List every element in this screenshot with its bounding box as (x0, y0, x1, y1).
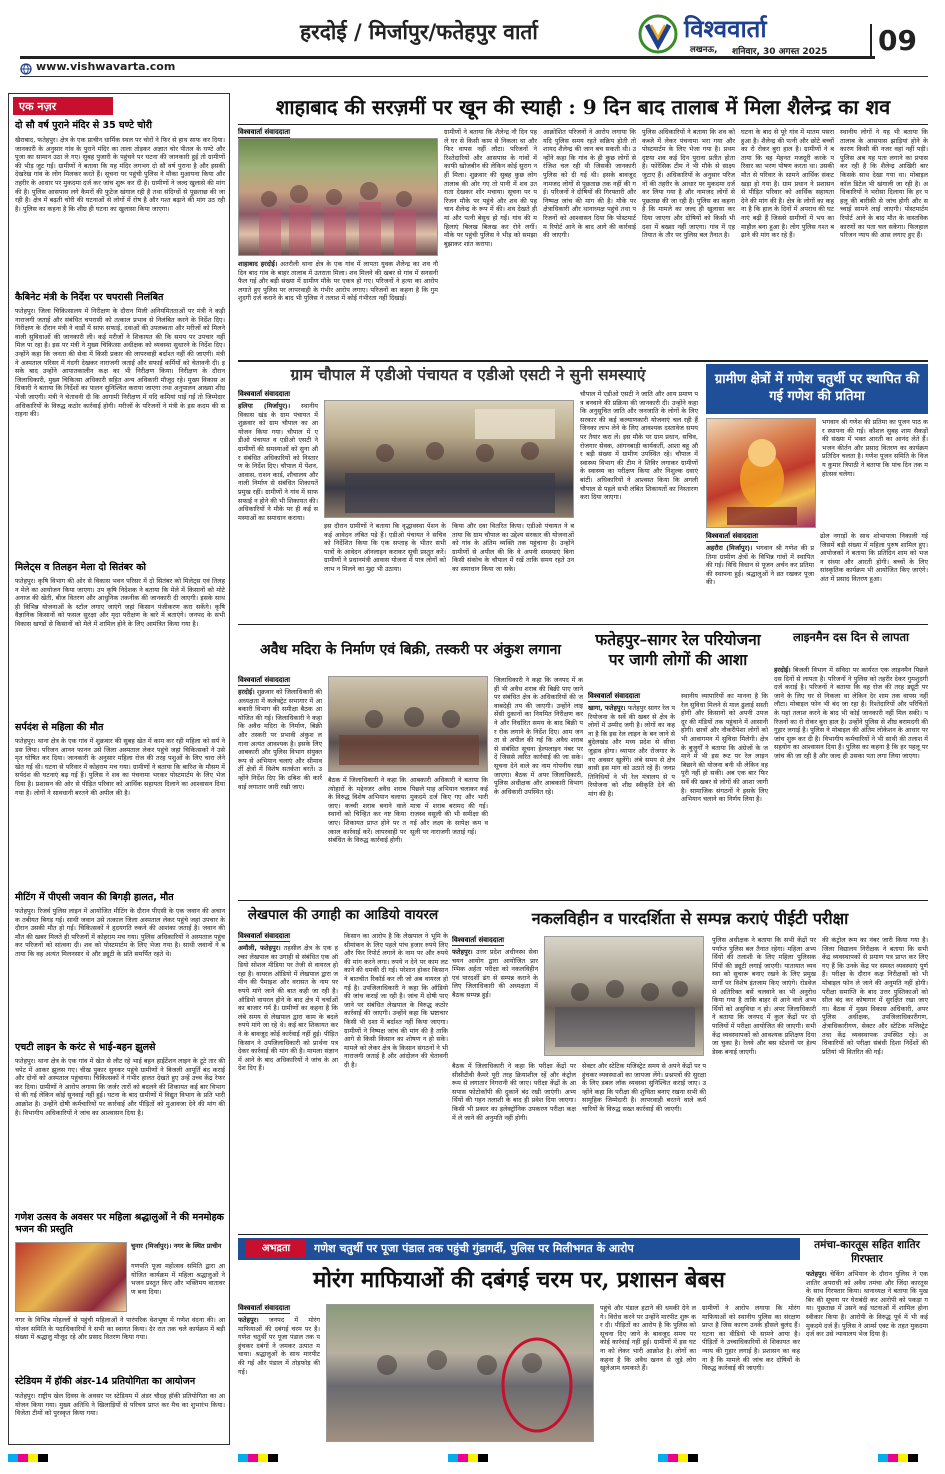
sidebar-item-title: कैबिनेट मंत्री के निर्देश पर चपरासी निलंबित (15, 292, 164, 303)
sidebar-item-title: सर्पदंश से महिला की मौत (15, 722, 104, 733)
page-number-divider (870, 24, 872, 56)
chaupal-body: किया और दवा वितरित किया। एडीओ पंचायत ने बताया कि ग्राम चौपाल का उद्देश्य सरकार की योजनाओं को गांव के अंतिम व्यक्ति तक पहुंचाना है। उन्होंने ग्रामीणों से अपील की कि वे अपनी समस्याएं बिना किसी संकोच के चौपाल में रखें ताकि समय रहते उनका समाधान किया जा सके। (452, 522, 574, 573)
chaupal-body: चौपाल में एडीओ एसटी ने जाति और आय प्रमाण पत्र बनवाने की प्रक्रिया की जानकारी दी। उन्होंने कहा कि अनुसूचित जाति और जनजाति के लोगों के लिए सरकार की कई कल्याणकारी योजनाएं चल रही हैं जिनका लाभ लेने के लिए आवश्यक दस्तावेज समय पर तैयार करा लें। इस मौके पर ग्राम प्रधान, सचिव, रोजगार सेवक, आंगनबाड़ी कार्यकर्ती, आशा बहू और बड़ी संख्या में ग्रामीण उपस्थित रहे। चौपाल में स्वास्थ्य विभाग की टीम ने शिविर लगाकर ग्रामीणों के स्वास्थ्य का परीक्षण किया और निशुल्क दवाएं बांटीं। अधिकारियों ने आश्वस्त किया कि अगली चौपाल से पहले सभी लंबित शिकायतों का निस्तारण करा दिया जाएगा। (580, 390, 698, 502)
sidebar-item-body: गणपति पूजा महोत्सव समिति द्वारा आयोजित कार्यक्रम में महिला श्रद्धालुओं ने भजन प्रस्तुत किए और भक्तिमय वातावरण बना दिया। (131, 1262, 225, 1296)
exam-headline: नकलविहीन व पारदर्शिता से सम्पन्न कराएं पीईटी परीक्षा (531, 909, 849, 928)
section-rule (238, 900, 928, 901)
dateline: शाहाबाद हरदोई। (238, 260, 278, 268)
registration-marks-icon (8, 1450, 928, 1466)
dateline: फतेहपुर। (238, 1316, 259, 1324)
audio-body: अमौली, फतेहपुर। तहसील क्षेत्र के एक हल्का लेखपाल का उगाही से संबंधित एक ऑडियो सोशल मीडिया पर तेजी से वायरल हो रहा है। वायरल ऑडियो में लेखपाल द्वारा जमीन की पैमाइश और वरासत के नाम पर रुपये मांगे जाने की बात कही जा रही है। ऑडियो वायरल होने के बाद क्षेत्र में चर्चाओं का बाजार गर्म है। ग्रामीणों का कहना है कि लंबे समय से लेखपाल द्वारा काम के बदले रुपये मांगे जा रहे थे। कई बार शिकायत करने के बावजूद कोई कार्रवाई नहीं हुई। पीड़ित किसान ने उपजिलाधिकारी को प्रार्थना पत्र देकर कार्रवाई की मांग की है। मामला संज्ञान में आने के बाद अधिकारियों ने जांच के आदेश दिए हैं। (238, 944, 338, 1073)
ganesh-body: अहरौरा (मिर्जापुर)। भगवान श्री गणेश की प्रतिमा ग्रामीण क्षेत्रों के विभिन्न गांवों में स्थापित की गई। विधि विधान से पूजन अर्चन कर प्रतिमा की स्थापना हुई। श्रद्धालुओं ने व्रत रखकर पूजा की। (706, 544, 814, 587)
sidebar-item-body: फतेहपुर। थाना क्षेत्र के एक गांव में शुक्रवार की सुबह खेत में काम कर रही महिला को सर्प ने डस लिया। परिजन आनन फानन उसे जिला अस्पताल लेकर पहुंचे जहां चिकित्सकों ने उसे मृत घोषित कर दिया। जानकारी के अनुसार महिला रोज की तरह पशुओं के लिए चारा लेने खेत गई थी। घटना से परिवार में कोहराम मच गया। ग्रामीणों ने बताया कि बारिश के मौसम में सर्पदंश की घटनाएं बढ़ गई हैं। पुलिस ने शव का पंचनामा भरकर पोस्टमार्टम के लिए भेज दिया है। प्रशासन की ओर से पीड़ित परिवार को आर्थिक सहायता दिलाने का आश्वासन दिया गया है। लोगों ने सावधानी बरतने की अपील की है। (15, 737, 225, 797)
section-rule (238, 1234, 928, 1235)
lead-article (238, 128, 928, 358)
liquor-body: जिलाधिकारी ने कहा कि जनपद में कहीं भी अवैध शराब की बिक्री पाए जाने पर संबंधित क्षेत्र के अधिकारियों की जवाबदेही तय की जाएगी। उन्होंने लाइसेंसी दुकानों का नियमित निरीक्षण करने और निर्धारित समय के बाद बिक्री पर रोक लगाने के निर्देश दिए। आम जनता से अपील की गई कि अवैध शराब से संबंधित सूचना हेल्पलाइन नंबर पर दें जिससे त्वरित कार्रवाई की जा सके। सूचना देने वाले का नाम गोपनीय रखा जाएगा। बैठक में अपर जिलाधिकारी, पुलिस अधीक्षक और आबकारी विभाग के अधिकारी उपस्थित रहे। (494, 676, 583, 796)
exam-body: बैठक में जिलाधिकारी ने कहा कि परीक्षा केंद्रों पर सीसीटीवी कैमरे पूरी तरह क्रियाशील रहें और कंट्रोल रूम से लगातार निगरानी की जाए। परीक्षा केंद्रों के आसपास फोटोकॉपी की दुकानें बंद रखी जाएंगी। अभ्यर्थियों की गहन तलाशी के बाद ही प्रवेश दिया जाएगा। किसी भी प्रकार का इलेक्ट्रॉनिक उपकरण परीक्षा कक्ष में ले जाने की अनुमति नहीं होगी। (452, 1062, 576, 1122)
morang-article (238, 1304, 800, 1444)
idol-illustration-icon (707, 419, 816, 528)
exam-photo (544, 936, 704, 1056)
dateline: हलिया (मिर्जापुर)। (238, 402, 291, 410)
sidebar-ek-nazar (8, 93, 230, 1445)
dateline: हरदोई। (774, 666, 791, 674)
byline: विश्ववार्ता संवाददाता (238, 390, 291, 398)
rail-body: खागा, फतेहपुर। फतेहपुर सागर रेल परियोजना के सर्वे की खबर से क्षेत्र के लोगों में उम्मीद जगी है। लोगों का कहना है कि इस रेल लाइन के बन जाने से बुंदेलखंड और मध्य प्रदेश से सीधा जुड़ाव होगा। व्यापार और रोजगार के नए अवसर खुलेंगे। लंबे समय से क्षेत्रवासी इस मांग को उठाते रहे हैं। जनप्रतिनिधियों ने भी रेल मंत्रालय से परियोजना को शीघ्र स्वीकृति देने की मांग की है। (588, 704, 675, 798)
website-url[interactable]: www.vishwavarta.com (36, 60, 176, 73)
sidebar-item-body: फतेहपुर। जिला चिकित्सालय में निरीक्षण के दौरान मिली अनियमितताओं पर मंत्री ने कड़ी नाराजगी जताई और संबंधित चपरासी को तत्काल प्रभाव से निलंबित करने के निर्देश दिए। निरीक्षण के दौरान मंत्री ने वार्डों में साफ सफाई, दवाओं की उपलब्धता और मरीजों को मिलने वाली सुविधाओं की जानकारी ली। कई मरीजों ने शिकायत की कि समय पर उपचार नहीं मिल पा रहा है। इस पर मंत्री ने मुख्य चिकित्सा अधीक्षक को व्यवस्था सुधारने के निर्देश दिए। उन्होंने कहा कि जनता की सेवा में किसी प्रकार की लापरवाही बर्दाश्त नहीं की जाएगी। मंत्री ने अस्पताल परिसर में गंदगी देखकर नाराजगी जताई और सफाई कर्मियों को चेतावनी दी। इसके बाद उन्होंने आपातकालीन कक्ष का भी निरीक्षण किया। निरीक्षण के दौरान जिलाधिकारी, मुख्य चिकित्सा अधिकारी सहित अन्य अधिकारी मौजूद रहे। मुख्य विकास अधिकारी ने बताया कि निर्देशों का पालन सुनिश्चित कराया जाएगा तथा अनुपालन आख्या शीघ्र भेजी जाएगी। मंत्री ने चेतावनी दी कि आगामी निरीक्षण में यदि कमियां पाई गईं तो जिम्मेदार अधिकारियों के विरुद्ध कठोर कार्रवाई होगी। मरीजों के परिजनों ने मंत्री के इस कदम की सराहना की। (15, 307, 225, 419)
missing-article (774, 630, 928, 896)
lead-body: ग्रामीणों ने बताया कि शैलेन्द्र नौ दिन पहले घर से किसी काम से निकला था और फिर वापस नहीं लौटा। परिजनों ने रिश्तेदारियों और आसपास के गांवों में काफी खोजबीन की लेकिन कोई सुराग नहीं मिला। शुक्रवार की सुबह कुछ लोग तालाब की ओर गए तो पानी में शव उतराता देखकर शोर मचाया। सूचना पर परिजन मौके पर पहुंचे और शव की पहचान शैलेन्द्र के रूप में की। शव देखते ही मां और पत्नी बेसुध हो गईं। गांव की महिलाएं बिलख बिलख कर रोने लगीं। मौके पर पहुंची पुलिस ने भीड़ को समझा बुझाकर शांत कराया। (444, 128, 537, 248)
sidebar-item-body: फतेहपुर। कृषि विभाग की ओर से विकास भवन परिसर में दो सितंबर को मिलेट्स एवं तिलहन मेले का आयोजन किया जाएगा। उप कृषि निदेशक ने बताया कि मेले में किसानों को मोटे अनाज की खेती, बीज वितरण और आधुनिक तकनीक की जानकारी दी जाएगी। इसके साथ ही विभिन्न योजनाओं के स्टॉल लगाए जाएंगे जहां किसान पंजीकरण करा सकेंगे। कृषि वैज्ञानिक किसानों को फसल सुरक्षा और मृदा परीक्षण के बारे में बताएंगे। जनपद के सभी विकास खण्डों से किसानों को मेले में शामिल होने के लिए आमंत्रित किया गया है। (15, 577, 225, 628)
rail-body: स्थानीय व्यापारियों का मानना है कि रेल सुविधा मिलने से माल ढुलाई सस्ती होगी और किसानों को अपनी उपज दूर की मंडियों तक पहुंचाने में आसानी होगी। छात्रों और नौकरीपेशा लोगों को भी आवागमन में सुविधा मिलेगी। क्षेत्र के बुजुर्गों ने बताया कि अंग्रेजों के जमाने में भी इस रूट पर रेल लाइन बिछाने की योजना बनी थी लेकिन वह पूरी नहीं हो सकी। अब एक बार फिर सर्वे की खबर से लोगों की आशा जागी है। सामाजिक संगठनों ने इसके लिए अभियान चलाने का निर्णय लिया है। (681, 692, 768, 804)
dateline: अहरौरा (मिर्जापुर)। (706, 544, 753, 552)
exam-body: की कंट्रोल रूम का नंबर जारी किया गया है। जिला विद्यालय निरीक्षक ने बताया कि सभी केंद्र व्यवस्थापकों से प्रमाण पत्र प्राप्त कर लिए गए हैं कि उनके केंद्र पर समस्त व्यवस्थाएं पूर्ण हैं। परीक्षा के दौरान कक्ष निरीक्षकों को भी मोबाइल फोन ले जाने की अनुमति नहीं होगी। परीक्षा समाप्ति के बाद उत्तर पुस्तिकाओं को सील बंद कर कोषागार में सुरक्षित रखा जाएगा। बैठक में मुख्य विकास अधिकारी, अपर पुलिस अधीक्षक, उपजिलाधिकारीगण, क्षेत्राधिकारीगण, सेक्टर और स्टेटिक मजिस्ट्रेट तथा केंद्र व्यवस्थापक उपस्थित रहे। अधिकारियों को परीक्षा संबंधी दिशा निर्देशों की प्रतियां भी वितरित की गईं। (822, 936, 928, 1056)
audio-headline: लेखपाल की उगाही का आडियो वायरल (247, 907, 439, 923)
liquor-body: बैठक में जिलाधिकारी ने कहा कि त्योहारों के मद्देनजर अवैध शराब के विरुद्ध विशेष अभियान चलाया जाए। कच्ची शराब बनाने वाले स्थानों को चिन्हित कर नष्ट किया जाए। शिकायत प्राप्त होने पर तत्काल कार्रवाई करें। लापरवाही पर संबंधित के विरुद्ध कार्रवाई होगी। (328, 776, 406, 845)
sidebar-item-title: दो सौ वर्ष पुराने मंदिर से 35 घण्टे चोरी (15, 120, 152, 131)
liquor-article (238, 676, 583, 896)
section-rule (238, 360, 928, 362)
masthead (0, 0, 945, 92)
morang-body: ग्रामीणों ने आरोप लगाया कि मोरंग माफियाओं को स्थानीय पुलिस का संरक्षण प्राप्त है जिस कारण उनके हौसले बुलंद हैं। घटना का वीडियो भी सामने आया है। पीड़ितों ने उच्चाधिकारियों से शिकायत कर न्याय की गुहार लगाई है। प्रशासन का कहना है कि मामले की जांच कर दोषियों के विरुद्ध कार्रवाई की जाएगी। (702, 1304, 800, 1373)
missing-headline: लाइनमैन दस दिन से लापता (792, 630, 910, 644)
sidebar-label: एक नज़र (13, 97, 113, 115)
edition-date: शनिवार, 30 अगस्त 2025 (732, 47, 828, 57)
lead-body: आक्रोशित परिजनों ने आरोप लगाया कि यदि पुलिस समय रहते सक्रिय होती तो शायद शैलेन्द्र की जान बच सकती थी। उन्होंने कहा कि गांव के ही कुछ लोगों से रंजिश चल रही थी जिसकी जानकारी पुलिस को दी गई थी। इसके बावजूद नामजद लोगों से पूछताछ तक नहीं की गई। परिजनों ने दोषियों की गिरफ्तारी और निष्पक्ष जांच की मांग की है। मौके पर क्षेत्राधिकारी और थानाध्यक्ष पहुंचे तथा परिजनों को आश्वासन दिया कि पोस्टमार्टम रिपोर्ट आने के बाद आगे की कार्रवाई की जाएगी। (543, 128, 636, 240)
rail-article (588, 692, 768, 896)
lead-body: घटना के बाद से पूरे गांव में मातम पसरा हुआ है। शैलेन्द्र की पत्नी और छोटे बच्चों का रो रोकर बुरा हाल है। ग्रामीणों ने बताया कि वह मेहनत मजदूरी करके परिवार का भरण पोषण करता था। उसकी मौत से परिवार के सामने आर्थिक संकट खड़ा हो गया है। ग्राम प्रधान ने प्रशासन से पीड़ित परिवार को आर्थिक सहायता देने की मांग की है। क्षेत्र के लोगों का कहना है कि हाल के दिनों में अपराध की घटनाएं बढ़ी हैं जिससे ग्रामीणों में भय का माहौल बना हुआ है। लोग पुलिस गश्त बढ़ाने की मांग कर रहे हैं। (741, 128, 834, 240)
page-number: 09 (878, 24, 917, 57)
dateline: हरदोई। (238, 688, 255, 696)
byline: विश्ववार्ता संवाददाता (588, 692, 641, 700)
sidebar-item-body: नगर के विभिन्न मोहल्लों से पहुंची महिलाओं ने पारंपरिक वेशभूषा में गणेश वंदना की। आयोजन समिति के पदाधिकारियों ने सभी का स्वागत किया। देर रात तक चले कार्यक्रम में बड़ी संख्या में श्रद्धालु मौजूद रहे और प्रसाद वितरण किया गया। (15, 1316, 225, 1342)
brand-logo (638, 14, 678, 54)
byline: विश्ववार्ता संवाददाता (706, 532, 759, 540)
morang-headline: मोरंग माफियाओं की दबंगई चरम पर, प्रशासन बेबस (313, 1267, 725, 1293)
chaupal-body: हलिया (मिर्जापुर)। स्थानीय विकास खंड के ग्राम पंचायत में शुक्रवार को ग्राम चौपाल का आयोजन किया गया। चौपाल में एडीओ पंचायत व एडीओ एसटी ने ग्रामीणों की समस्याओं को सुना और संबंधित अधिकारियों को निस्तारण के निर्देश दिए। चौपाल में पेंशन, आवास, राशन कार्ड, शौचालय और नाली निर्माण से संबंधित शिकायतें प्रमुख रहीं। ग्रामीणों ने गांव में साफ सफाई न होने की भी शिकायत की। अधिकारियों ने मौके पर ही कई समस्याओं का समाधान कराया। (238, 402, 318, 522)
byline: विश्ववार्ता संवाददाता (238, 676, 291, 684)
sidebar-item-title: एचटी लाइन के करंट से भाई-बहन झुलसे (15, 1042, 156, 1053)
dateline: फतेहपुर। (806, 1270, 827, 1278)
dateline: अमौली, फतेहपुर। (238, 944, 281, 952)
arrest-headline: तमंचा-कारतूस सहित शातिर गिरफ्तार (814, 1239, 920, 1265)
arrest-body: फतेहपुर। चेकिंग अभियान के दौरान पुलिस ने एक शातिर अपराधी को अवैध तमंचा और जिंदा कारतूस के साथ गिरफ्तार किया। थानाध्यक्ष ने बताया कि मुखबिर की सूचना पर घेराबंदी कर आरोपी को पकड़ा गया। पूछताछ में उसने कई घटनाओं में शामिल होना स्वीकार किया है। आरोपी के विरुद्ध पूर्व में भी कई मुकदमे दर्ज हैं। पुलिस ने आर्म्स एक्ट के तहत मुकदमा दर्ज कर उसे न्यायालय भेज दिया है। (806, 1270, 928, 1339)
chaupal-photo (324, 400, 574, 518)
chaupal-body: इस दौरान ग्रामीणों ने बताया कि वृद्धावस्था पेंशन के कई आवेदन लंबित पड़े हैं। एडीओ पंचायत ने सचिव को निर्देशित किया कि एक सप्ताह के भीतर सभी पात्रों के आवेदन ऑनलाइन कराकर सूची प्रस्तुत करें। ग्रामीणों ने प्रधानमंत्री आवास योजना में पात्र लोगों को लाभ न मिलने का मुद्दा भी उठाया। (324, 522, 446, 573)
chaupal-headline: ग्राम चौपाल में एडीओ पंचायत व एडीओ एसटी ने सुनी समस्याएं (290, 365, 646, 384)
morang-tag: अभद्रता (246, 1240, 306, 1258)
lead-body: शाहाबाद हरदोई। अतरौली थाना क्षेत्र के एक गांव में लापता युवक शैलेन्द्र का शव नौ दिन बाद गांव के बाहर तालाब में उतराता मिला। शव मिलने की खबर से गांव में सनसनी फैल गई और बड़ी संख्या में ग्रामीण मौके पर एकत्र हो गए। परिजनों ने हत्या का आरोप लगाते हुए पुलिस पर लापरवाही के गंभीर आरोप लगाए। परिजनों का कहना है कि गुमशुदगी दर्ज कराने के बाद भी पुलिस ने तलाश में कोई गंभीरता नहीं दिखाई। (238, 260, 438, 303)
liquor-body: हरदोई। शुक्रवार को जिलाधिकारी की अध्यक्षता में कलेक्ट्रेट सभागार में आबकारी विभाग की समीक्षा बैठक आयोजित की गई। जिलाधिकारी ने कहा कि अवैध मदिरा के निर्माण, बिक्री और तस्करी पर प्रभावी अंकुश लगाना अत्यंत आवश्यक है। इसके लिए आबकारी और पुलिस विभाग संयुक्त रूप से अभियान चलाएं और सीमावर्ती क्षेत्रों में विशेष सतर्कता बरतें। उन्होंने निर्देश दिए कि दबिश की कार्रवाई लगातार जारी रखी जाए। (238, 688, 322, 791)
exam-body: सेक्टर और स्टेटिक मजिस्ट्रेट समय से अपने केंद्रों पर पहुंचकर व्यवस्थाओं का जायजा लेंगे। प्रश्नपत्रों की सुरक्षा के लिए डबल लॉक व्यवस्था सुनिश्चित कराई जाए। उन्होंने कहा कि परीक्षा की शुचिता बनाए रखना सभी की सामूहिक जिम्मेदारी है। लापरवाही बरतने वाले कर्मचारियों के विरुद्ध सख्त कार्रवाई की जाएगी। (582, 1062, 706, 1113)
sidebar-item-body: फतेहपुर। थाना क्षेत्र के एक गांव में खेत से लौट रहे भाई बहन हाईटेंशन लाइन के टूटे तार की चपेट में आकर झुलस गए। चीख पुकार सुनकर पहुंचे ग्रामीणों ने बिजली आपूर्ति बंद कराई और दोनों को अस्पताल पहुंचाया। चिकित्सकों ने गंभीर हालत देखते हुए उन्हें उच्च केंद्र रेफर कर दिया। ग्रामीणों ने आरोप लगाया कि जर्जर तारों को बदलने की शिकायत कई बार विभाग से की गई लेकिन कोई सुनवाई नहीं हुई। घटना के बाद ग्रामीणों में विद्युत विभाग के प्रति भारी आक्रोश है। उन्होंने दोषी कर्मचारियों पर कार्रवाई और पीड़ितों को मुआवजा देने की मांग की है। विभागीय अधिकारियों ने जांच का आश्वासन दिया है। (15, 1057, 225, 1117)
brand-name: विश्ववार्ता (684, 14, 767, 43)
sidebar-item-title: मीटिंग में पीएसी जवान की बिगड़ी हालत, मौत (15, 892, 174, 903)
lead-body: पुलिस अधिकारियों ने बताया कि शव को कब्जे में लेकर पंचनामा भरा गया और पोस्टमार्टम के लिए भेजा गया है। प्रथम दृष्टया शव कई दिन पुराना प्रतीत होता है। फोरेंसिक टीम ने भी मौके से साक्ष्य जुटाए हैं। अधिकारियों के अनुसार परिजनों की तहरीर के आधार पर मुकदमा दर्ज कर लिया गया है और नामजद लोगों से पूछताछ की जा रही है। पुलिस का कहना है कि मामले का जल्द ही खुलासा कर दिया जाएगा और दोषियों को किसी भी दशा में बख्शा नहीं जाएगा। गांव में एहतियात के तौर पर पुलिस बल तैनात है। (642, 128, 735, 240)
section-rule (238, 624, 928, 625)
byline: विश्ववार्ता संवाददाता (452, 936, 505, 944)
scuffle-illustration-icon (327, 1305, 594, 1442)
meeting-illustration-icon (325, 401, 574, 518)
rail-headline: फतेहपुर–सागर रेल परियोजना पर जागी लोगों की आशा (595, 630, 761, 669)
morang-body: फतेहपुर। जनपद में मोरंग माफियाओं की दबंगई चरम पर है। गणेश चतुर्थी पर पूजा पंडाल तक पहुंचकर दबंगों ने जमकर उत्पात मचाया। श्रद्धालुओं के साथ मारपीट की गई और पंडाल में तोड़फोड़ की गई। (238, 1316, 320, 1376)
lead-rule (238, 124, 928, 125)
ganesh-article (706, 364, 928, 620)
morang-kicker: गणेश चतुर्थी पर पूजा पंडाल तक पहुंची गुंडागर्दी, पुलिस पर मिलीभगत के आरोप (314, 1242, 634, 1255)
dateline: खागा, फतेहपुर। (588, 704, 626, 712)
dateline: फतेहपुर। (452, 948, 473, 956)
liquor-body: आबकारी अधिकारी ने बताया कि पिछले माह अभियान चलाकर कई मुकदमे दर्ज किए गए और भारी मात्रा में शराब बरामद की गई। राजस्व वसूली की भी समीक्षा की गई और लक्ष्य के सापेक्ष कम वसूली पर नाराजगी जताई गई। (410, 776, 488, 836)
lead-headline: शाहाबाद की सरज़मीं पर खून की स्याही : 9 दिन बाद तालाब में मिला शैलेन्द्र का शव (275, 95, 891, 119)
liquor-photo (328, 676, 488, 772)
edition-city: लखनऊ, (690, 45, 718, 55)
morang-photo (326, 1304, 594, 1442)
officials-illustration-icon (329, 677, 488, 772)
ganesh-headline: ग्रामीण क्षेत्रों में गणेश चतुर्थी पर स्थापित की गई गणेश की प्रतिमा (706, 364, 928, 414)
sidebar-item-body: फतेहपुर। रिजर्व पुलिस लाइन में आयोजित मीटिंग के दौरान पीएसी के एक जवान की अचानक तबीयत बिगड़ गई। साथी जवान उसे तत्काल जिला अस्पताल लेकर पहुंचे जहां उपचार के दौरान उसकी मौत हो गई। चिकित्सकों ने हृदयगति रुकने की आशंका जताई है। जवान की मौत की खबर मिलते ही परिजनों में कोहराम मच गया। पुलिस अधिकारियों ने अस्पताल पहुंचकर परिजनों को सांत्वना दी। शव को पोस्टमार्टम के लिए भेजा गया है। साथी जवानों ने बताया कि वह अत्यंत मिलनसार थे और ड्यूटी के प्रति समर्पित रहते थे। (15, 907, 225, 958)
bhajan-photo (15, 1242, 127, 1312)
sidebar-item-body: फतेहपुर। राष्ट्रीय खेल दिवस के अवसर पर स्टेडियम में अंडर चौदह हॉकी प्रतियोगिता का आयोजन किया गया। मुख्य अतिथि ने खिलाड़ियों से परिचय प्राप्त कर मैच का शुभारंभ किया। विजेता टीमों को पुरस्कृत किया गया। (15, 1392, 225, 1418)
byline: विश्ववार्ता संवाददाता (238, 1304, 291, 1312)
header-bottom-rule (20, 76, 928, 77)
meeting-hall-illustration-icon (545, 937, 704, 1056)
section-title: हरदोई / मिर्जापुर/फतेहपुर वार्ता (300, 19, 538, 44)
morang-body: पहुंचे और पंडाल हटाने की धमकी देने लगे। विरोध करने पर उन्होंने मारपीट शुरू कर दी। पीड़ितों का आरोप है कि पुलिस को सूचना दिए जाने के बावजूद समय पर कोई कार्रवाई नहीं हुई। ग्रामीणों में इस घटना को लेकर भारी आक्रोश है। लोगों का कहना है कि अवैध खनन से जुड़े लोग खुलेआम धमकाते हैं। (600, 1304, 696, 1373)
audio-article (238, 932, 448, 1232)
ganesh-photo (706, 418, 816, 528)
byline: विश्ववार्ता संवाददाता (238, 932, 291, 940)
lead-body: स्थानीय लोगों ने यह भी बताया कि तालाब के आसपास झाड़ियां होने के कारण किसी की नजर वहां नहीं पड़ी। पुलिस अब यह पता लगाने का प्रयास कर रही है कि शैलेन्द्र आखिरी बार किसके साथ देखा गया था। मोबाइल कॉल डिटेल भी खंगाली जा रही है। अधिकारियों ने भरोसा दिलाया कि हर पहलू की बारीकी से जांच होगी और सच्चाई सामने लाई जाएगी। पोस्टमार्टम रिपोर्ट आने के बाद मौत के वास्तविक कारणों का पता चल सकेगा। फिलहाल परिजन न्याय की आस लगाए हुए हैं। (840, 128, 928, 240)
arrest-article (806, 1238, 928, 1444)
byline: विश्ववार्ता संवाददाता (238, 128, 291, 136)
liquor-headline: अवैध मदिरा के निर्माण एवं बिक्री, तस्करी पर अंकुश लगाना (260, 642, 561, 658)
audio-body: किसान का आरोप है कि लेखपाल ने भूमि के सीमांकन के लिए पहले पांच हजार रुपये लिए और फिर रिपोर्ट लगाने के नाम पर और रुपये की मांग करने लगा। रुपये न देने पर काम लटकाने की धमकी दी गई। परेशान होकर किसान ने बातचीत रिकॉर्ड कर ली जो अब वायरल हो गई है। उपजिलाधिकारी ने कहा कि ऑडियो की जांच कराई जा रही है। जांच में दोषी पाए जाने पर संबंधित लेखपाल के विरुद्ध कठोर कार्रवाई की जाएगी। उन्होंने कहा कि भ्रष्टाचार किसी भी दशा में बर्दाश्त नहीं किया जाएगा। ग्रामीणों ने निष्पक्ष जांच की मांग की है ताकि आगे से किसी किसान का शोषण न हो सके। मामले को लेकर क्षेत्र के किसान संगठनों ने भी नाराजगी जताई है और आंदोलन की चेतावनी दी है। (344, 932, 448, 1069)
sidebar-item-title: गणेश उत्सव के अवसर पर महिला श्रद्धालुओं ने की मनमोहक भजन की प्रस्तुति (15, 1212, 224, 1235)
missing-body: हरदोई। बिजली विभाग में संविदा पर कार्यरत एक लाइनमैन पिछले दस दिनों से लापता है। परिजनों ने पुलिस को तहरीर देकर गुमशुदगी दर्ज कराई है। परिजनों ने बताया कि वह रोज की तरह ड्यूटी पर जाने के लिए घर से निकला था लेकिन देर शाम तक वापस नहीं लौटा। मोबाइल फोन भी बंद जा रहा है। रिश्तेदारियों और परिचितों के यहां तलाश करने के बाद भी कोई जानकारी नहीं मिल सकी। परिजनों का रो रोकर बुरा हाल है। उन्होंने पुलिस से शीघ्र बरामदगी की गुहार लगाई है। पुलिस ने मोबाइल की अंतिम लोकेशन के आधार पर जांच शुरू कर दी है। विभागीय कर्मचारियों ने भी साथी की तलाश में सहयोग का आश्वासन दिया है। पुलिस का कहना है कि हर पहलू पर जांच की जा रही है और जल्द ही उसका पता लगा लिया जाएगा। (774, 666, 928, 760)
crowd-illustration-icon (239, 139, 438, 256)
sidebar-item-body: खैराबाद, फतेहपुर। क्षेत्र के एक प्राचीन धार्मिक स्थल पर चोरों ने फिर से हाथ साफ कर दिया। जानकारी के अनुसार गांव के पुराने मंदिर का ताला तोड़कर अज्ञात चोर पीतल के घण्टे और पूजा का सामान उठा ले गए। सुबह पुजारी के पहुंचने पर घटना की जानकारी हुई तो ग्रामीणों की भीड़ जुट गई। ग्रामीणों ने बताया कि यह मंदिर लगभग दो सौ वर्ष पुराना है और इसकी देखरेख गांव के लोग मिलकर करते हैं। सूचना पर पहुंची पुलिस ने मौका मुआयना किया और तहरीर के आधार पर मुकदमा दर्ज कर जांच शुरू कर दी है। ग्रामीणों ने जल्द खुलासे की मांग की है। पुलिस आसपास लगे कैमरों की फुटेज खंगाल रही है तथा संदिग्धों से पूछताछ की जा रही है। क्षेत्र में बढ़ती चोरी की घटनाओं से लोगों में रोष है और गश्त बढ़ाने की मांग उठ रही है। पुलिस का कहना है कि शीघ्र ही घटना का खुलासा किया जाएगा। (15, 136, 225, 213)
exam-article (452, 936, 928, 1232)
sidebar-item-title: स्टेडियम में हॉकी अंडर-14 प्रतियोगिता का आयोजन (15, 1376, 196, 1387)
lead-photo (238, 138, 438, 256)
chaupal-article (238, 390, 698, 620)
ganesh-body: ढोल नगाड़ों के साथ शोभायात्रा निकाली गई जिसमें बड़ी संख्या में महिला पुरुष शामिल हुए। आयोजकों ने बताया कि प्रतिदिन शाम को भजन संध्या और आरती होगी। बच्चों के लिए सांस्कृतिक कार्यक्रम भी आयोजित किए जाएंगे। अंत में प्रसाद वितरण हुआ। (820, 532, 928, 583)
globe-icon (20, 60, 32, 72)
exam-body: पुलिस अधीक्षक ने बताया कि सभी केंद्रों पर पर्याप्त पुलिस बल तैनात रहेगा। महिला अभ्यर्थियों की तलाशी के लिए महिला पुलिसकर्मियों की ड्यूटी लगाई जाएगी। यातायात व्यवस्था को सुचारू बनाए रखने के लिए प्रमुख मार्गों पर विशेष इंतजाम किए जाएंगे। रोडवेज से अतिरिक्त बसें चलवाने का भी अनुरोध किया गया है ताकि बाहर से आने वाले अभ्यर्थियों को असुविधा न हो। अपर जिलाधिकारी ने बताया कि जनपद में कुल केंद्रों पर दो पालियों में परीक्षा आयोजित की जाएगी। सभी केंद्र व्यवस्थापकों को आवश्यक प्रशिक्षण दिया जा चुका है। रेलवे और बस स्टेशनों पर हेल्प डेस्क बनाई जाएगी। (712, 936, 816, 1056)
print-color-bar (8, 1450, 928, 1466)
sidebar-item-title: मिलेट्स व तिलहन मेला दो सितंबर को (15, 562, 147, 573)
ganesh-body: भगवान श्री गणेश की प्रतिमा का पूजन पाठ कर स्थापना की गई। कौशल सुबह शाम सैकड़ों की संख्या में भक्त आरती का आनंद लेते हैं। भजन कीर्तन और प्रसाद वितरण का कार्यक्रम प्रतिदिन चलता है। गणेश पूजन समिति के विजय कुमार त्रिपाठी ने बताया कि पांच दिन तक महोत्सव चलेगा। (822, 418, 928, 478)
logo-mark-icon (638, 14, 678, 54)
caption-fragment: चुनार (मिर्जापुर)। नगर के स्थित प्राचीन (131, 1242, 222, 1250)
exam-body: फतेहपुर। उत्तर प्रदेश अधीनस्थ सेवा चयन आयोग द्वारा आयोजित प्रारम्भिक अर्हता परीक्षा को नकलविहीन एवं पारदर्शी ढंग से सम्पन्न कराने के लिए जिलाधिकारी की अध्यक्षता में बैठक सम्पन्न हुई। (452, 948, 538, 999)
